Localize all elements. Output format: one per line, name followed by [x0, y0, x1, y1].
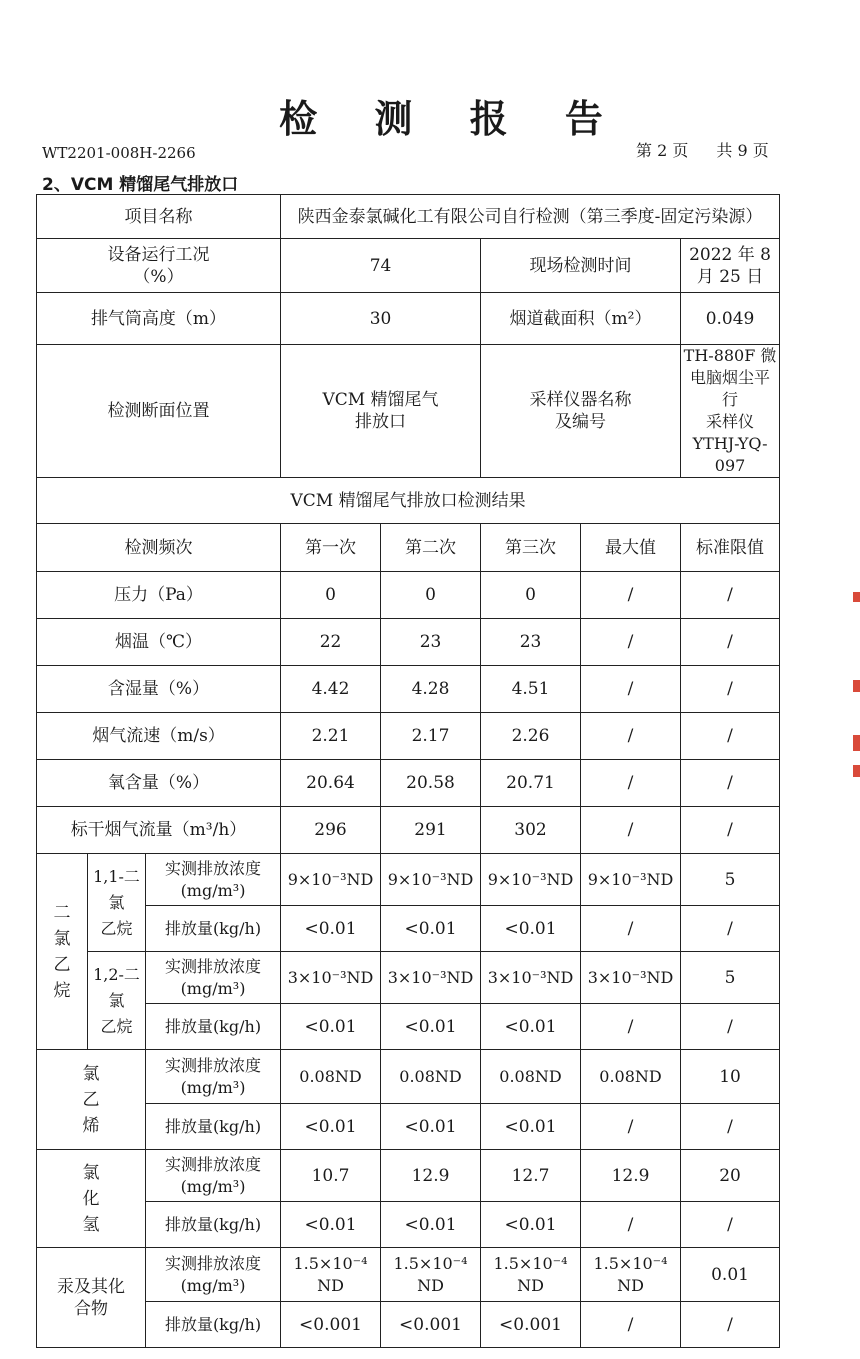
table-row [37, 906, 780, 952]
table-row [37, 666, 780, 713]
table-row [37, 854, 780, 906]
item-line: 氯 [108, 892, 125, 912]
cell-max: / [581, 906, 681, 952]
item-line: 乙烷 [100, 918, 133, 938]
cell-second: 4.28 [381, 666, 481, 713]
info-row-project [37, 195, 780, 239]
table-row [37, 713, 780, 760]
cell-second: 2.17 [381, 713, 481, 760]
cell-limit: / [681, 1302, 780, 1348]
cell-limit: / [681, 713, 780, 760]
cell-limit: / [681, 760, 780, 807]
cell-max: / [581, 619, 681, 666]
table-row [37, 619, 780, 666]
param-line: (mg/m³) [180, 1176, 246, 1196]
report-table [36, 194, 780, 1348]
results-title: VCM 精馏尾气排放口检测结果 [37, 478, 780, 524]
param-rate: 排放量(kg/h) [146, 1004, 281, 1050]
col-header-third: 第三次 [481, 524, 581, 572]
cell-first: 22 [281, 619, 381, 666]
col-header-first: 第一次 [281, 524, 381, 572]
cell-first: 4.42 [281, 666, 381, 713]
col-header-second: 第二次 [381, 524, 481, 572]
item-line: 氢 [82, 1214, 100, 1235]
cell-third: 20.71 [481, 760, 581, 807]
param-rate: 排放量(kg/h) [146, 1202, 281, 1248]
table-row [37, 1150, 780, 1202]
time-value [681, 239, 780, 293]
page-number [636, 138, 769, 161]
item-line: 汞及其化 [57, 1276, 125, 1297]
item-hydrogen-chloride [37, 1150, 146, 1248]
item-line: 氯 [82, 1162, 100, 1183]
cell-first: 3×10⁻³ND [281, 952, 381, 1004]
cell-third: <0.01 [481, 1202, 581, 1248]
table-row [37, 572, 780, 619]
cell-first [281, 1248, 381, 1302]
cell-limit: / [681, 572, 780, 619]
instrument-value-line1: TH-880F 微电脑烟尘平行 [683, 346, 777, 409]
param-line: 实测排放浓度 [165, 1055, 262, 1075]
param-concentration [146, 952, 281, 1004]
item-line: 1,1-二 [93, 866, 140, 886]
cell-third: 4.51 [481, 666, 581, 713]
cell-first: <0.01 [281, 1202, 381, 1248]
cell-max: / [581, 572, 681, 619]
cell-max: / [581, 1202, 681, 1248]
cell-limit: / [681, 666, 780, 713]
table-row [37, 952, 780, 1004]
edge-mark [853, 735, 860, 751]
area-value: 0.049 [681, 293, 780, 345]
table-row [37, 807, 780, 854]
info-row-height [37, 293, 780, 345]
instrument-label-line1: 采样仪器名称 [529, 390, 632, 410]
cell-second: <0.01 [381, 1202, 481, 1248]
results-title-row [37, 478, 780, 524]
cell-max [581, 1248, 681, 1302]
cell-first: 10.7 [281, 1150, 381, 1202]
group-char: 二 [53, 902, 71, 923]
cell-first: 20.64 [281, 760, 381, 807]
row-label: 氧含量（%） [37, 760, 281, 807]
report-table-container [36, 194, 779, 1348]
instrument-value [681, 345, 780, 478]
param-line: (mg/m³) [180, 880, 246, 900]
param-line: 实测排放浓度 [165, 1154, 262, 1174]
cell-second: 23 [381, 619, 481, 666]
param-line: (mg/m³) [180, 978, 246, 998]
cell-third: <0.01 [481, 1004, 581, 1050]
project-label: 项目名称 [37, 195, 281, 239]
section-title: 2、VCM 精馏尾气排放口 [42, 175, 239, 195]
height-value: 30 [281, 293, 481, 345]
table-row [37, 1104, 780, 1150]
cell-first: 0.08ND [281, 1050, 381, 1104]
cell-limit: / [681, 807, 780, 854]
cell-second: 0 [381, 572, 481, 619]
table-row [37, 1302, 780, 1348]
item-12-dichloroethane [88, 952, 146, 1050]
instrument-value-line2: 采样仪 YTHJ-YQ-097 [692, 412, 768, 475]
page-current: 第 2 页 [636, 141, 689, 160]
cell-max: 3×10⁻³ND [581, 952, 681, 1004]
time-value-text: 2022 年 8 月 25 日 [689, 244, 771, 287]
cell-second: <0.01 [381, 1004, 481, 1050]
position-value-line2: 排放口 [355, 412, 407, 432]
cell-second: <0.01 [381, 906, 481, 952]
param-line: 实测排放浓度 [165, 1253, 262, 1273]
row-label: 含湿量（%） [37, 666, 281, 713]
info-row-condition [37, 239, 780, 293]
table-row [37, 1202, 780, 1248]
cell-limit: 5 [681, 952, 780, 1004]
cell-first: 296 [281, 807, 381, 854]
param-rate: 排放量(kg/h) [146, 906, 281, 952]
param-concentration [146, 854, 281, 906]
table-row [37, 1004, 780, 1050]
edge-mark [853, 765, 860, 777]
cell-first: 9×10⁻³ND [281, 854, 381, 906]
value-line: ND [517, 1275, 544, 1295]
value-line: 1.5×10⁻⁴ [393, 1253, 468, 1273]
cell-second [381, 1248, 481, 1302]
cell-third: <0.001 [481, 1302, 581, 1348]
cell-third: 0.08ND [481, 1050, 581, 1104]
item-mercury [37, 1248, 146, 1348]
param-concentration [146, 1050, 281, 1104]
group-dichloroethane [37, 854, 88, 1050]
cell-first: 0 [281, 572, 381, 619]
cell-limit: / [681, 1104, 780, 1150]
item-line: 烯 [82, 1115, 100, 1136]
position-value-line1: VCM 精馏尾气 [322, 390, 439, 410]
cell-max: / [581, 1104, 681, 1150]
col-header-limit: 标准限值 [681, 524, 780, 572]
param-rate: 排放量(kg/h) [146, 1302, 281, 1348]
cell-third: 23 [481, 619, 581, 666]
instrument-label-line2: 及编号 [555, 412, 607, 432]
value-line: ND [317, 1275, 344, 1295]
table-row [37, 760, 780, 807]
item-line: 乙 [82, 1089, 100, 1110]
cell-second: 9×10⁻³ND [381, 854, 481, 906]
value-line: ND [617, 1275, 644, 1295]
value-line: 1.5×10⁻⁴ [493, 1253, 568, 1273]
cell-limit: 20 [681, 1150, 780, 1202]
cell-first: 2.21 [281, 713, 381, 760]
param-line: (mg/m³) [180, 1077, 246, 1097]
report-number: WT2201-008H-2266 [42, 144, 196, 162]
item-line: 合物 [74, 1298, 108, 1319]
row-label: 烟气流速（m/s） [37, 713, 281, 760]
value-line: ND [417, 1275, 444, 1295]
item-11-dichloroethane [88, 854, 146, 952]
cell-third [481, 1248, 581, 1302]
param-line: (mg/m³) [180, 1275, 246, 1295]
item-line: 乙烷 [100, 1016, 133, 1036]
group-char: 乙 [53, 954, 71, 975]
page-title: 检 测 报 告 [279, 97, 625, 141]
cell-second: 291 [381, 807, 481, 854]
cell-second: 0.08ND [381, 1050, 481, 1104]
cell-max: / [581, 807, 681, 854]
time-label: 现场检测时间 [481, 239, 681, 293]
value-line: 1.5×10⁻⁴ [293, 1253, 368, 1273]
edge-mark [853, 592, 860, 602]
info-row-position [37, 345, 780, 478]
cell-third: 9×10⁻³ND [481, 854, 581, 906]
row-label: 烟温（℃） [37, 619, 281, 666]
position-label: 检测断面位置 [37, 345, 281, 478]
row-label: 标干烟气流量（m³/h） [37, 807, 281, 854]
col-header-frequency: 检测频次 [37, 524, 281, 572]
cell-third: <0.01 [481, 906, 581, 952]
height-label: 排气筒高度（m） [37, 293, 281, 345]
cell-max: / [581, 760, 681, 807]
condition-value: 74 [281, 239, 481, 293]
cell-third: 0 [481, 572, 581, 619]
cell-max: / [581, 1302, 681, 1348]
cell-limit: 10 [681, 1050, 780, 1104]
param-concentration [146, 1248, 281, 1302]
cell-third: 2.26 [481, 713, 581, 760]
table-row [37, 1248, 780, 1302]
cell-limit: 5 [681, 854, 780, 906]
cell-second: 3×10⁻³ND [381, 952, 481, 1004]
position-value [281, 345, 481, 478]
condition-label-line2: （%） [133, 266, 184, 287]
value-line: 1.5×10⁻⁴ [593, 1253, 668, 1273]
cell-second: <0.001 [381, 1302, 481, 1348]
group-char: 氯 [53, 928, 71, 949]
item-vinyl-chloride [37, 1050, 146, 1150]
cell-limit: / [681, 1004, 780, 1050]
col-header-max: 最大值 [581, 524, 681, 572]
cell-first: <0.01 [281, 906, 381, 952]
row-label: 压力（Pa） [37, 572, 281, 619]
item-line: 氯 [82, 1063, 100, 1084]
cell-third: 302 [481, 807, 581, 854]
cell-max: 9×10⁻³ND [581, 854, 681, 906]
cell-max: / [581, 666, 681, 713]
cell-first: <0.01 [281, 1104, 381, 1150]
item-line: 化 [82, 1188, 100, 1209]
project-value: 陕西金泰氯碱化工有限公司自行检测（第三季度-固定污染源） [281, 195, 780, 239]
cell-limit: / [681, 1202, 780, 1248]
cell-max: / [581, 713, 681, 760]
cell-second: 12.9 [381, 1150, 481, 1202]
column-header-row [37, 524, 780, 572]
cell-third: 12.7 [481, 1150, 581, 1202]
cell-third: <0.01 [481, 1104, 581, 1150]
instrument-label [481, 345, 681, 478]
condition-label [37, 239, 281, 293]
table-row [37, 1050, 780, 1104]
cell-third: 3×10⁻³ND [481, 952, 581, 1004]
param-line: 实测排放浓度 [165, 858, 262, 878]
cell-second: <0.01 [381, 1104, 481, 1150]
cell-max: 0.08ND [581, 1050, 681, 1104]
cell-first: <0.01 [281, 1004, 381, 1050]
condition-label-line1: 设备运行工况 [107, 244, 210, 265]
cell-second: 20.58 [381, 760, 481, 807]
edge-mark [853, 680, 860, 692]
page-total: 共 9 页 [716, 141, 769, 160]
cell-max: / [581, 1004, 681, 1050]
group-char: 烷 [53, 980, 71, 1001]
cell-limit: 0.01 [681, 1248, 780, 1302]
cell-max: 12.9 [581, 1150, 681, 1202]
item-line: 氯 [108, 990, 125, 1010]
param-line: 实测排放浓度 [165, 956, 262, 976]
area-label: 烟道截面积（m²） [481, 293, 681, 345]
cell-first: <0.001 [281, 1302, 381, 1348]
param-rate: 排放量(kg/h) [146, 1104, 281, 1150]
cell-limit: / [681, 619, 780, 666]
item-line: 1,2-二 [93, 964, 140, 984]
cell-limit: / [681, 906, 780, 952]
param-concentration [146, 1150, 281, 1202]
